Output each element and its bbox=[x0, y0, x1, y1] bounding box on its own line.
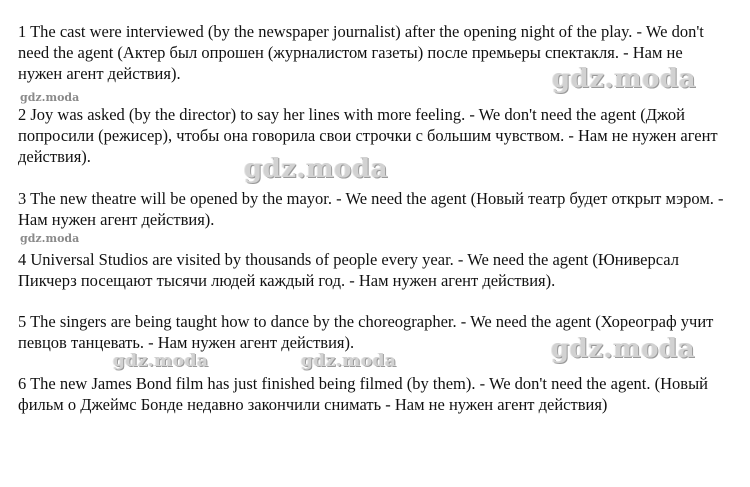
exercise-item-6: 6 The new James Bond film has just finished being filmed (by them). - We don't need the agent. (Новый фильм о Джеймс Бонде недавно закончили снимать - Нам не нужен агент действия) bbox=[18, 374, 708, 414]
watermark-logo: gdz.moda bbox=[20, 232, 80, 245]
exercise-item-1: 1 The cast were interviewed (by the newspaper journalist) after the opening night of the play. - We don't need the agent (Актер был опрошен (журналистом газеты) после премьеры спектакля. - Нам не нужен агент действия). bbox=[18, 22, 704, 83]
watermark-logo: gdz.moda bbox=[551, 334, 696, 364]
watermark-logo: gdz.moda bbox=[20, 91, 80, 104]
watermark-logo: gdz.moda bbox=[552, 64, 697, 94]
exercise-item-5: 5 The singers are being taught how to dance by the choreographer. - We need the agent (Хореограф учит певцов танцевать. - Нам нужен агент действия). bbox=[18, 312, 714, 352]
watermark-logo: gdz.moda bbox=[301, 351, 397, 371]
exercise-item-3: 3 The new theatre will be opened by the mayor. - We need the agent (Новый театр будет открыт мэром. - Нам нужен агент действия). bbox=[18, 189, 724, 229]
watermark-logo: gdz.moda bbox=[244, 154, 389, 184]
exercise-item-2: 2 Joy was asked (by the director) to say her lines with more feeling. - We don't need the agent (Джой попросили (режисер), чтобы она говорила свои строчки с большим чувством. - Нам не нужен агент действия). bbox=[18, 105, 718, 166]
exercise-item-4: 4 Universal Studios are visited by thousands of people every year. - We need the agent (Юниверсал Пикчерз посещают тысячи людей каждый год. - Нам нужен агент действия). bbox=[18, 250, 679, 290]
watermark-logo: gdz.moda bbox=[113, 351, 209, 371]
